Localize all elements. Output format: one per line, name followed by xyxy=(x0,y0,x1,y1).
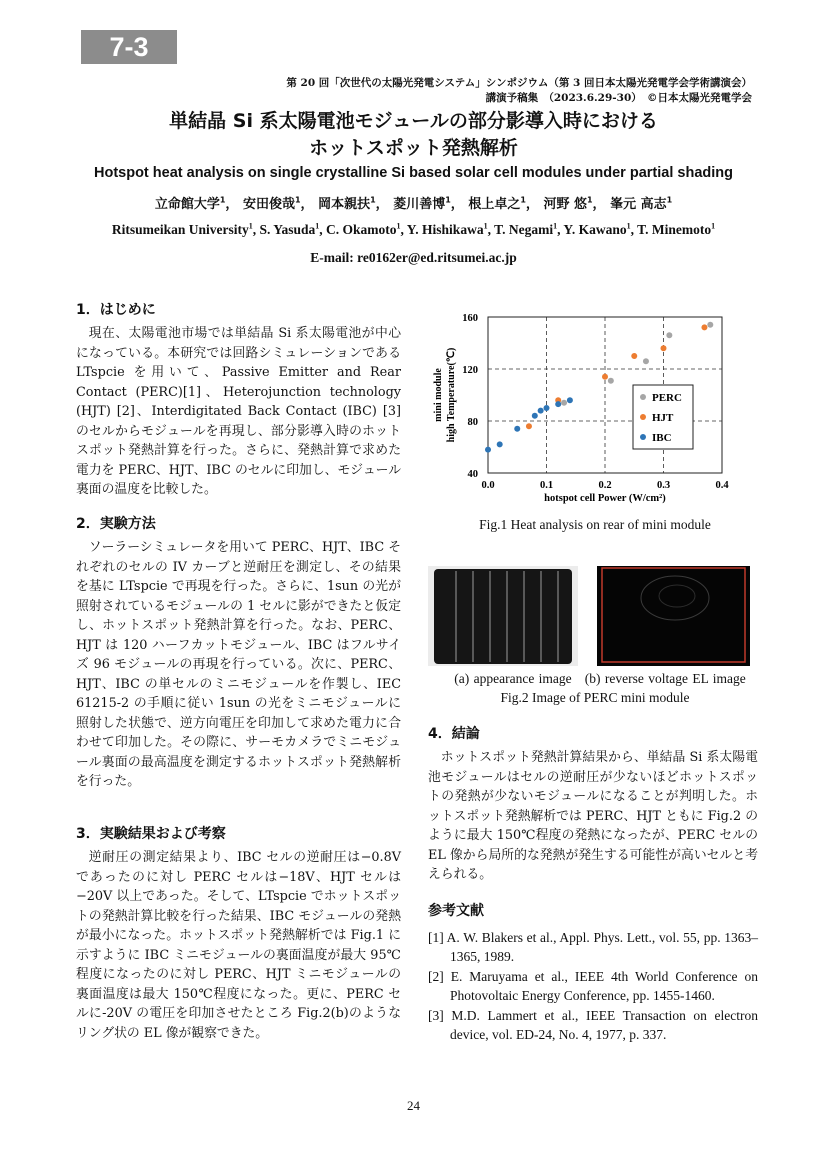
section-results xyxy=(76,824,401,1043)
legend-marker-hjt xyxy=(640,414,646,420)
paper-id-badge: 7-3 xyxy=(81,30,177,64)
x-tick-label: 0.1 xyxy=(539,480,554,491)
y-tick-label: 80 xyxy=(467,417,478,428)
y-axis-label-line-1: mini module xyxy=(433,368,444,422)
author-en: Y. Kawano xyxy=(563,222,627,237)
el-image-photo xyxy=(597,566,750,666)
title-japanese xyxy=(0,108,827,162)
data-point-ibc xyxy=(555,401,561,407)
affil-mark: 1 xyxy=(396,221,401,231)
reference-item: [3] M.D. Lammert et al., IEEE Transaction on electron device, vol. ED-24, No. 4, 1977, p. 337. xyxy=(428,1007,758,1042)
data-point-perc xyxy=(707,322,713,328)
legend-label-hjt: HJT xyxy=(652,412,674,424)
author-en: C. Okamoto xyxy=(326,222,397,237)
section-3-body: 逆耐圧の測定結果より、IBC セルの逆耐圧は−0.8V であったのに対し PERC セルは−18V、HJT セルは−20V 以上であった。そして、LTspcie でホットスポットの発熱計算比較を行った結果、IBC モジュールの発熱が最小になった。ホットスポット発熱解析では Fig.1 に示すように IBC ミニモジュールの裏面温度が最大 95℃程度になったのに対し PERC、HJT ミニモジュールの裏面温度は最大 150℃程度になった。更に、PERC セルに-20V の電圧を印加させたところ Fig.2(b)のようなリング状の EL 像が観察できた。 xyxy=(76,850,401,1041)
data-point-hjt xyxy=(602,374,608,380)
data-point-ibc xyxy=(485,447,491,453)
y-tick-label: 40 xyxy=(467,469,478,480)
title-jp-line-2: ホットスポット発熱解析 xyxy=(309,137,518,159)
affil-mark: 1 xyxy=(370,195,376,205)
author-en: S. Yasuda xyxy=(259,222,316,237)
fig2-caption: Fig.2 Image of PERC mini module xyxy=(500,690,690,705)
affil-mark: 1 xyxy=(483,221,488,231)
title-english: Hotspot heat analysis on single crystalline Si based solar cell modules under partial shading xyxy=(94,165,733,181)
appearance-photo xyxy=(428,566,578,666)
affil-mark: 1 xyxy=(711,221,716,231)
data-point-perc xyxy=(608,378,614,384)
affil-mark: 1 xyxy=(666,195,673,205)
section-2-heading: 2．実験方法 xyxy=(76,516,156,532)
data-point-perc xyxy=(561,400,567,406)
email-address: E-mail: re0162er@ed.ritsumei.ac.jp xyxy=(310,250,517,265)
y-tick-label: 120 xyxy=(462,365,478,376)
data-point-ibc xyxy=(532,413,538,419)
legend-label-perc: PERC xyxy=(652,392,682,404)
fig2b-caption: (b) reverse voltage EL image xyxy=(584,671,746,686)
author-jp: 菱川善博 xyxy=(393,197,446,212)
x-tick-label: 0.2 xyxy=(598,480,612,491)
mini-module-appearance-image xyxy=(428,566,578,666)
section-1-body: 現在、太陽電池市場では単結晶 Si 系太陽電池が中心になっている。本研究では回路シミュレーションである LTspcie を用いて、Passive Emitter and Rear Contact (PERC)[1]、Heterojunction technology (HJT) [2]、Interdigitated Back Contact (IBC) [3] のセルからモジュールを再現し、部分影導入時のホットスポット発熱計算を行った。さらに、発熱計算で求めた電力を PERC、HJT、IBC のセルに印加し、モジュール裏面の温度を比較した。 xyxy=(76,326,401,497)
author-jp: 根上卓之 xyxy=(468,197,521,212)
legend-marker-perc xyxy=(640,394,646,400)
reference-item: [1] A. W. Blakers et al., Appl. Phys. Lett., vol. 55, pp. 1363–1365, 1989. xyxy=(428,929,758,964)
references-heading: 参考文献 xyxy=(428,903,484,919)
page-number: 24 xyxy=(407,1098,420,1113)
author-jp: 峯元 高志 xyxy=(610,197,667,212)
data-point-ibc xyxy=(567,397,573,403)
x-tick-label: 0.0 xyxy=(481,480,495,491)
section-introduction xyxy=(76,300,401,500)
affil-mark: 1 xyxy=(315,221,320,231)
section-4-body: ホットスポット発熱計算結果から、単結晶 Si 系太陽電池モジュールはセルの逆耐圧が少ないほどホットスポットの発熱が少ないモジュールになることが判明した。ホットスポット発熱解析では PERC、HJT ともに Fig.2 のように最大 150℃程度の発熱になったが、PERC セルの EL 像から局所的な発熱が発生する可能性が高いセルと考えられる。 xyxy=(428,750,758,882)
data-point-hjt xyxy=(701,324,707,330)
data-point-hjt xyxy=(631,353,637,359)
fig2-subcaptions xyxy=(435,671,765,687)
data-point-ibc xyxy=(497,441,503,447)
section-3-heading: 3．実験結果および考察 xyxy=(76,826,226,842)
legend-label-ibc: IBC xyxy=(652,432,672,444)
section-method xyxy=(76,514,401,792)
affil-mark: 1 xyxy=(445,195,451,205)
section-conclusion xyxy=(428,724,758,885)
conference-line-2: 講演予稿集 （2023.6.29-30） ©日本太陽光発電学会 xyxy=(485,92,752,104)
reverse-voltage-el-image xyxy=(597,566,750,666)
y-axis-label-line-2: high Temperature(℃) xyxy=(446,347,457,443)
section-2-body: ソーラーシミュレータを用いて PERC、HJT、IBC それぞれのセルの IV カーブと逆耐圧を測定し、その結果を基に LTspcie で再現を行った。さらに、1sun の光が照射されているモジュールの 1 セルに影ができたと仮定し、ホットスポット発熱計算を行った。なお、PERC、HJT は 120 ハーフカットモジュール、IBC はフルサイズ 96 モジュールの再現を行っている。次に、PERC、HJT、IBC の単セルのミニモジュールを作製し、IEC 61215-2 の手順に従い 1sun の光をミニモジュールに照射した状態で、逆方向電圧を印加して求めた電力に合わせて印加した。その際に、サーモカメラでミニモジュール裏面の最高温度を測定するホットスポット発熱解析を行った。 xyxy=(76,540,401,789)
conference-line-1: 第 20 回「次世代の太陽光発電システム」シンポジウム（第 3 回日本太陽光発電学会学術講演会） xyxy=(286,77,752,89)
legend-marker-ibc xyxy=(640,434,646,440)
conference-info xyxy=(286,76,752,106)
x-tick-label: 0.3 xyxy=(656,480,671,491)
author-en: T. Minemoto xyxy=(637,222,712,237)
affil-mark: 1 xyxy=(294,195,301,205)
affil-mark: 1 xyxy=(553,221,558,231)
title-jp-line-1: 単結晶 Si 系太陽電池モジュールの部分影導入時における xyxy=(169,110,658,132)
author-jp: 岡本親扶 xyxy=(318,197,371,212)
fig1-chart xyxy=(430,305,760,515)
affil-mark: 1 xyxy=(586,195,593,205)
y-tick-label: 160 xyxy=(462,313,478,324)
data-point-hjt xyxy=(661,345,667,351)
author-jp: 安田俊哉 xyxy=(242,197,295,212)
affil-mark: 1 xyxy=(219,195,226,205)
authors-japanese: 立命館大学$^1$， 安田俊哉$^1$， 岡本親扶$^1$， 菱川善博$^1$， 根上卓之$^1$， 河野 悠$^1$， 峯元 高志$^1$ xyxy=(154,195,673,212)
authors-english: Ritsumeikan University$^1$, S. Yasuda$^1$, C. Okamoto$^1$, Y. Hishikawa$^1$, T. Negami$^1$, Y. Kawano$^1$, T. Minemoto$^1$ xyxy=(111,221,716,237)
section-1-heading: 1．はじめに xyxy=(76,302,156,318)
data-point-hjt xyxy=(526,423,532,429)
fig1-caption: Fig.1 Heat analysis on rear of mini module xyxy=(479,517,711,532)
author-en: Y. Hishikawa xyxy=(406,222,484,237)
affil-mark: 1 xyxy=(248,221,253,231)
affil-mark: 1 xyxy=(626,221,631,231)
affil-mark: 1 xyxy=(520,195,526,205)
section-references xyxy=(428,902,758,1045)
affiliation-en: Ritsumeikan University xyxy=(111,222,249,237)
data-point-ibc xyxy=(544,405,550,411)
x-tick-label: 0.4 xyxy=(715,480,729,491)
x-axis-label: hotspot cell Power (W/cm²) xyxy=(544,493,666,504)
author-en: T. Negami xyxy=(494,222,554,237)
references-list xyxy=(428,928,758,1045)
author-jp: 河野 悠 xyxy=(543,197,587,212)
data-point-perc xyxy=(666,332,672,338)
data-point-ibc xyxy=(538,408,544,414)
data-point-perc xyxy=(643,358,649,364)
fig2a-caption: (a) appearance image xyxy=(454,671,572,686)
data-point-ibc xyxy=(514,426,520,432)
reference-item: [2] E. Maruyama et al., IEEE 4th World Conference on Photovoltaic Energy Conference, pp. 1455-1460. xyxy=(428,968,758,1003)
affiliation-jp: 立命館大学 xyxy=(154,197,220,212)
section-4-heading: 4．結論 xyxy=(428,726,480,742)
